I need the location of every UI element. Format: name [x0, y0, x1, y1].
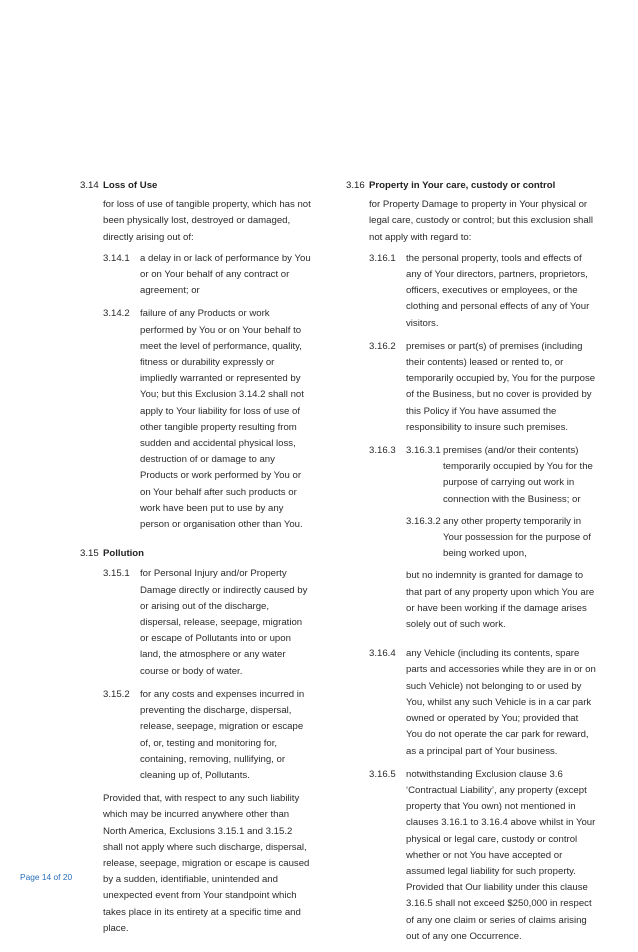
clause-text: premises or part(s) of premises (including their contents) leased or rented to, or temporarily occupied by, You for the purpose of the Business, but no cover is provided by this Policy if You have assumed the responsibility to insure such premises. [406, 340, 596, 433]
clause-3-16-3-body [406, 443, 596, 639]
clause-number: 3.16.5 [369, 768, 396, 780]
section-title: Loss of Use [103, 180, 158, 191]
section-number: 3.14 [80, 180, 99, 191]
page-number: Page 14 of 20 [20, 872, 73, 882]
proviso-paragraph: Provided that, with respect to any such liability which may be incurred anywhere other than North America, Exclusions 3.15.1 and 3.15.2 shall not apply where such discharge, dispersal, release, seepage, migration or escape is caused by a sudden, identifiable, unintended and unexpected event from Your standpoint which takes place in its entirety at a specific time and place. [103, 793, 310, 934]
clause-3-14-1 [103, 251, 312, 300]
clause-3-16-5 [369, 767, 596, 945]
section-3-16-heading [346, 178, 596, 194]
section-3-16-body [346, 197, 596, 945]
clause-text: the personal property, tools and effects of any of Your directors, partners, proprietors, officers, executives or employees, or the clothing and personal effects of any of Your visitors. [406, 252, 590, 329]
subclause-number: 3.16.3.2 [406, 515, 441, 527]
clause-text: any Vehicle (including its contents, spare parts and accessories while they are in or on such Vehicle) not belonging to or used by You, whilst any such Vehicle is in a car park owned or operated by You; provided that You do not operate the car park for reward, as a principal part of Your business. [406, 648, 596, 757]
section-intro: for Property Damage to property in Your physical or legal care, custody or control; but this exclusion shall not apply with regard to: [369, 199, 593, 243]
clause-number: 3.14.1 [103, 252, 130, 264]
subclause-text: premises (and/or their contents) temporarily occupied by You for the purpose of carrying out work in connection with the Business; or [443, 445, 593, 505]
section-title: Property in Your care, custody or control [369, 180, 556, 191]
clause-number: 3.15.1 [103, 568, 130, 580]
clause-number: 3.16.2 [369, 340, 396, 352]
clause-number: 3.16.3 [369, 445, 396, 457]
section-3-15-heading [80, 546, 312, 562]
subclause-text: any other property temporarily in Your possession for the purpose of being worked upon, [443, 515, 591, 560]
clause-3-16-4 [369, 646, 596, 759]
clause-3-16-3 [369, 443, 596, 639]
section-number: 3.16 [346, 180, 365, 191]
section-title: Pollution [103, 548, 145, 560]
subclause-3-16-3-1 [406, 443, 596, 508]
clause-number: 3.14.2 [103, 308, 130, 320]
clause-text: for any costs and expenses incurred in preventing the discharge, dispersal, release, seepage, migration or escape of, or, testing and monitoring for, containing, removing, nullifying, or cleaning up of, Pollutants. [140, 688, 305, 781]
clause-text: a delay in or lack of performance by You or on Your behalf of any contract or agreement; or [140, 252, 311, 297]
clause-number: 3.16.4 [369, 648, 396, 660]
left-column [80, 178, 312, 943]
section-3-14-body [80, 197, 312, 533]
clause-number: 3.15.2 [103, 688, 130, 700]
clause-3-16-1 [369, 251, 596, 332]
clause-text: for Personal Injury and/or Property Damage directly or indirectly caused by or arising out of the discharge, dispersal, release, seepage, migration or escape of Pollutants into or upon land, the atmosphere or any water course or body of water. [140, 568, 308, 677]
clause-number: 3.16.1 [369, 252, 396, 264]
clause-3-15-1 [103, 566, 312, 679]
subclause-number: 3.16.3.1 [406, 445, 441, 457]
section-number: 3.15 [80, 548, 99, 560]
right-column [346, 178, 596, 952]
subclause-3-16-3-2 [406, 514, 596, 563]
clause-text: failure of any Products or work performed by You or on Your behalf to meet the level of performance, quality, fitness or durability expressly or impliedly warranted or represented by You; but this Exclusion 3.14.2 shall not apply to Your liability for loss of use of other tangible property resulting from sudden and accidental physical loss, destruction of or damage to any Products or work performed by You or on Your behalf after such products or work have been put to use by any person or organisation other than You. [140, 308, 304, 531]
clause-3-16-2 [369, 339, 596, 436]
clause-text: notwithstanding Exclusion clause 3.6 ‘Contractual Liability’, any property (except property that You own) not mentioned in clauses 3.16.1 to 3.16.4 above whilst in Your physical or legal care, custody or control whether or not You have accepted or assumed legal liability for such property. Provided that Our liability under this clause 3.16.5 shall not exceed $250,000 in respect of any one claim or series of claims arising out of any one Occurrence. [406, 768, 596, 942]
section-3-15-body [80, 566, 312, 936]
section-intro: for loss of use of tangible property, which has not been physically lost, destroyed or damaged, directly arising out of: [103, 199, 311, 243]
section-3-14-heading [80, 178, 312, 194]
clause-3-15-2 [103, 687, 312, 784]
clause-3-14-2 [103, 306, 312, 533]
clause-3-16-3-tail: but no indemnity is granted for damage to that part of any property upon which You are or have been working if the damage arises solely out of such work. [406, 570, 595, 631]
